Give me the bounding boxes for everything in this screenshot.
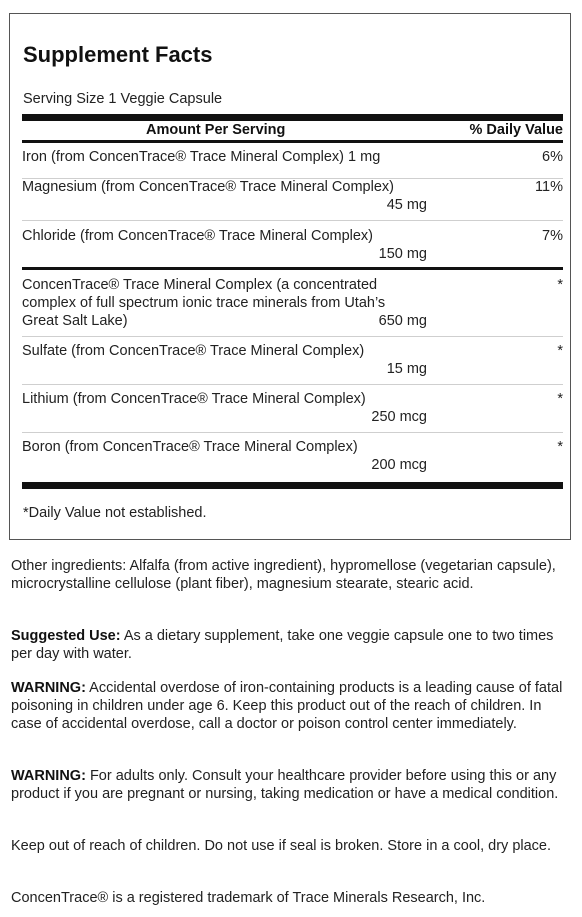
nutrient-amount: 250 mcg bbox=[371, 409, 427, 425]
nutrient-daily-value: 6% bbox=[542, 149, 563, 165]
nutrient-daily-value: * bbox=[557, 439, 563, 455]
nutrient-daily-value: * bbox=[557, 277, 563, 293]
daily-value-footnote: *Daily Value not established. bbox=[23, 505, 207, 521]
panel-title: Supplement Facts bbox=[23, 42, 213, 67]
suggested-use-text: As a dietary supplement, take one veggie capsule one to two times per day with water. bbox=[11, 628, 554, 662]
nutrient-name: Boron (from ConcenTrace® Trace Mineral Complex) bbox=[22, 439, 358, 455]
nutrient-name: Magnesium (from ConcenTrace® Trace Mineral Complex) bbox=[22, 179, 394, 195]
row-divider bbox=[22, 384, 563, 385]
iron-warning-text: Accidental overdose of iron-containing products is a leading cause of fatal poisoning in children under age 6. Keep this product out of the reach of children. In case of accidental overdose, call a doctor or poison control center immediately. bbox=[11, 680, 563, 732]
row-divider bbox=[22, 220, 563, 221]
serving-size: Serving Size 1 Veggie Capsule bbox=[23, 91, 223, 107]
nutrient-name: Sulfate (from ConcenTrace® Trace Mineral Complex) bbox=[22, 343, 365, 359]
nutrient-name: ConcenTrace® Trace Mineral Complex (a concentrated complex of full spectrum ionic trace minerals from Utah’s Great Salt Lake) bbox=[22, 277, 386, 329]
row-divider bbox=[22, 336, 563, 337]
nutrient-amount: 45 mg bbox=[386, 197, 427, 213]
warning-label: WARNING: bbox=[11, 680, 86, 696]
adult-warning-paragraph bbox=[11, 767, 571, 803]
nutrient-row-sulfate bbox=[22, 342, 563, 382]
row-divider bbox=[22, 432, 563, 433]
other-ingredients-text: Other ingredients: Alfalfa (from active ingredient), hypromellose (vegetarian capsule), microcrystalline cellulose (plant fiber), magnesium stearate, stearic acid. bbox=[11, 558, 556, 592]
warning-label: WARNING: bbox=[11, 768, 86, 784]
nutrient-amount: 200 mcg bbox=[371, 457, 427, 473]
storage-instructions: Keep out of reach of children. Do not use if seal is broken. Store in a cool, dry place. bbox=[11, 838, 552, 854]
suggested-use-paragraph bbox=[11, 627, 571, 663]
nutrient-amount: 150 mg bbox=[378, 246, 427, 262]
nutrient-row-iron bbox=[22, 148, 563, 168]
adult-warning-text: For adults only. Consult your healthcare provider before using this or any product if you are pregnant or nursing, taking medication or have a medical condition. bbox=[11, 768, 559, 802]
bottom-thick-rule bbox=[22, 482, 563, 489]
nutrient-daily-value: 11% bbox=[535, 179, 563, 195]
section-rule bbox=[22, 267, 563, 270]
nutrient-daily-value: * bbox=[557, 343, 563, 359]
daily-value-header: % Daily Value bbox=[469, 122, 563, 138]
trademark-notice: ConcenTrace® is a registered trademark of Trace Minerals Research, Inc. bbox=[11, 890, 486, 906]
nutrient-amount: 15 mg bbox=[386, 361, 427, 377]
header-rule bbox=[22, 140, 563, 143]
nutrient-name: Lithium (from ConcenTrace® Trace Mineral Complex) bbox=[22, 391, 366, 407]
amount-per-serving-header: Amount Per Serving bbox=[146, 122, 286, 138]
column-header-row bbox=[22, 120, 563, 140]
iron-warning-paragraph bbox=[11, 679, 571, 733]
nutrient-row-magnesium bbox=[22, 178, 563, 218]
nutrient-row-chloride bbox=[22, 227, 563, 267]
nutrient-name: Chloride (from ConcenTrace® Trace Mineral Complex) bbox=[22, 228, 374, 244]
nutrient-daily-value: 7% bbox=[542, 228, 563, 244]
nutrient-row-lithium bbox=[22, 390, 563, 430]
suggested-use-label: Suggested Use: bbox=[11, 628, 121, 644]
nutrient-row-boron bbox=[22, 438, 563, 478]
nutrient-amount: 650 mg bbox=[378, 313, 427, 329]
nutrient-row-concentrace-complex bbox=[22, 276, 563, 336]
nutrient-daily-value: * bbox=[557, 391, 563, 407]
nutrient-name: Iron (from ConcenTrace® Trace Mineral Complex) 1 mg bbox=[22, 149, 381, 165]
supplement-facts-panel bbox=[9, 13, 571, 540]
